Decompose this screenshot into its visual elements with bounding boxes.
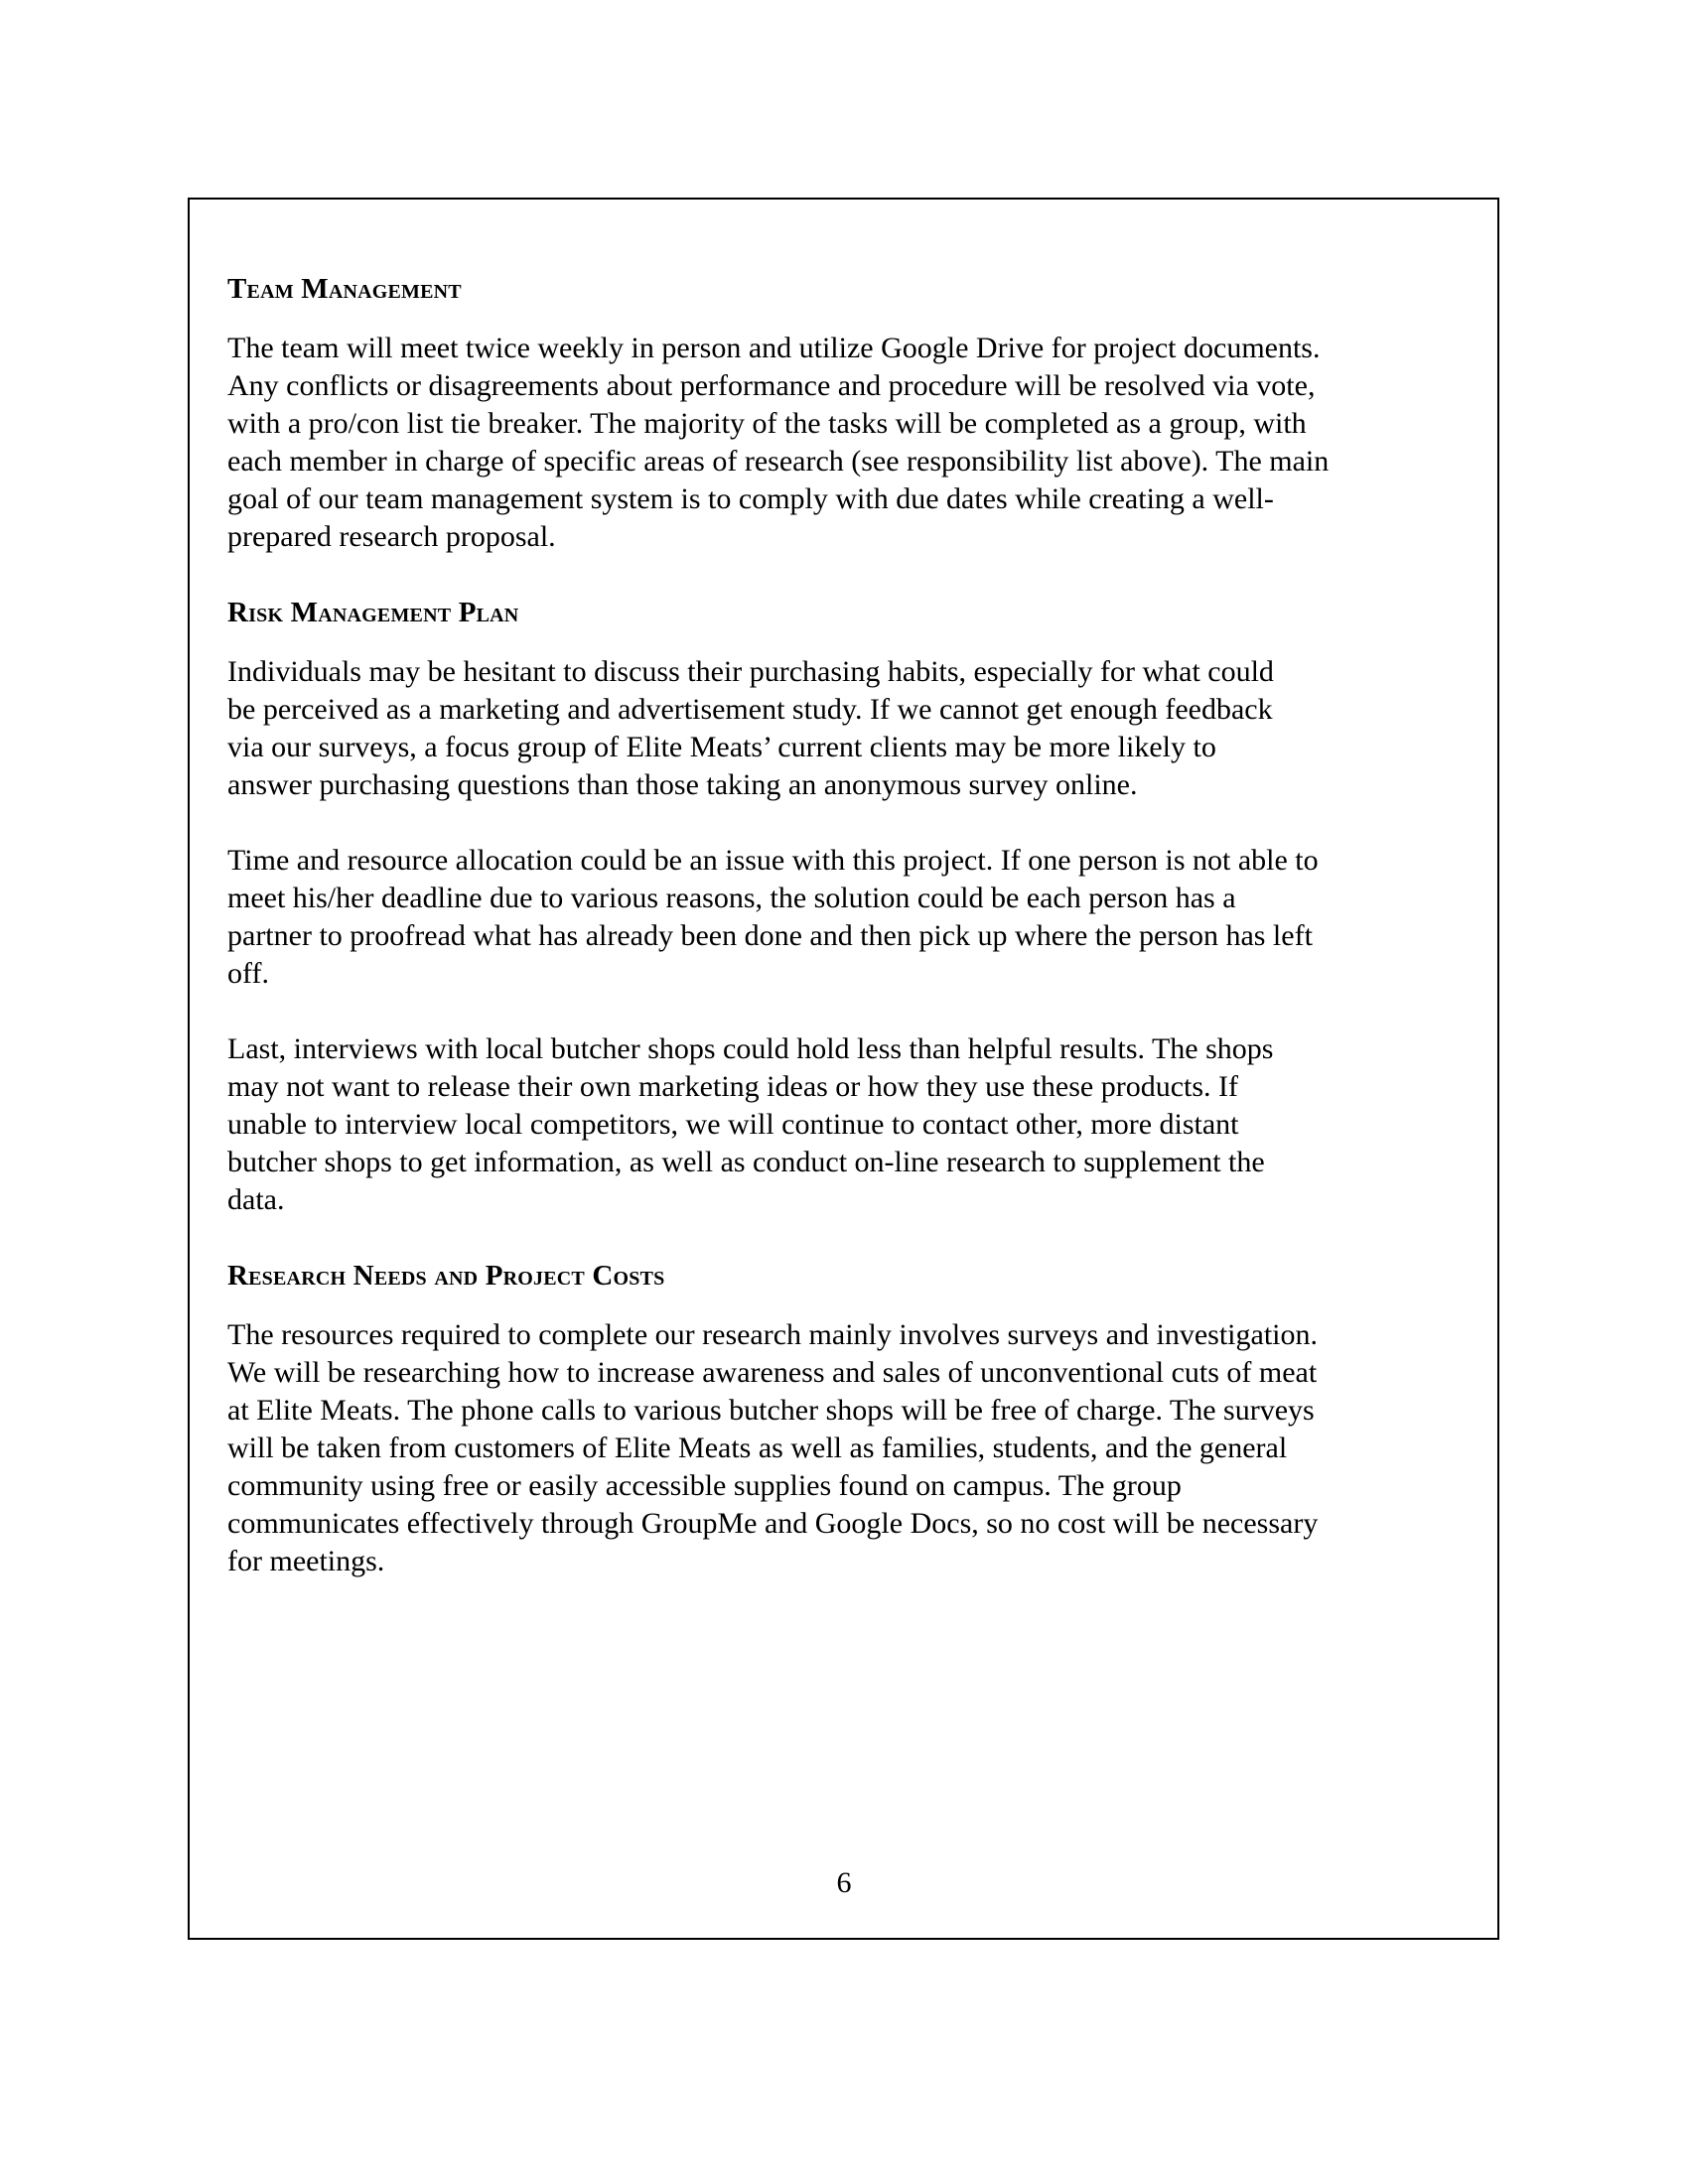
section-heading: Team Management	[227, 273, 462, 305]
paragraph: Time and resource allocation could be an issue with this project. If one person is not able to meet his/her deadline due to various reasons, the solution could be each person has a partner to proofread what has already been done and then pick up where the person has left off.	[227, 844, 1319, 990]
section-team-management	[227, 270, 1459, 556]
paragraph: Individuals may be hesitant to discuss their purchasing habits, especially for what could be perceived as a marketing and advertisement study. If we cannot get enough feedback via our surveys, a focus group of Elite Meats’ current clients may be more likely to answer purchasing questions than those taking an anonymous survey online.	[227, 655, 1274, 801]
document-body	[227, 270, 1459, 1618]
section-risk-management-plan	[227, 594, 1459, 1219]
paragraph: The team will meet twice weekly in person and utilize Google Drive for project documents. Any conflicts or disagreements about performance and procedure will be resolved via vote, with a pro/con list tie breaker. The majority of the tasks will be completed as a group, with each member in charge of specific areas of research (see responsibility list above). The main goal of our team management system is to comply with due dates while creating a well- prepared research proposal.	[227, 332, 1330, 553]
paragraph: Last, interviews with local butcher shops could hold less than helpful results. The shops may not want to release their own marketing ideas or how they use these products. If unable to interview local competitors, we will continue to contact other, more distant butcher shops to get information, as well as conduct on-line research to supplement the data.	[227, 1032, 1274, 1216]
section-heading: Research Needs and Project Costs	[227, 1260, 665, 1292]
paragraph: The resources required to complete our research mainly involves surveys and investigation. We will be researching how to increase awareness and sales of unconventional cuts of meat at Elite Meats. The phone calls to various butcher shops will be free of charge. The surveys will be taken from customers of Elite Meats as well as families, students, and the general community using free or easily accessible supplies found on campus. The group communicates effectively through GroupMe and Google Docs, so no cost will be necessary for meetings.	[227, 1318, 1319, 1577]
section-research-needs-and-project-costs	[227, 1257, 1459, 1580]
page-number: 6	[836, 1866, 852, 1899]
section-heading: Risk Management Plan	[227, 597, 519, 628]
